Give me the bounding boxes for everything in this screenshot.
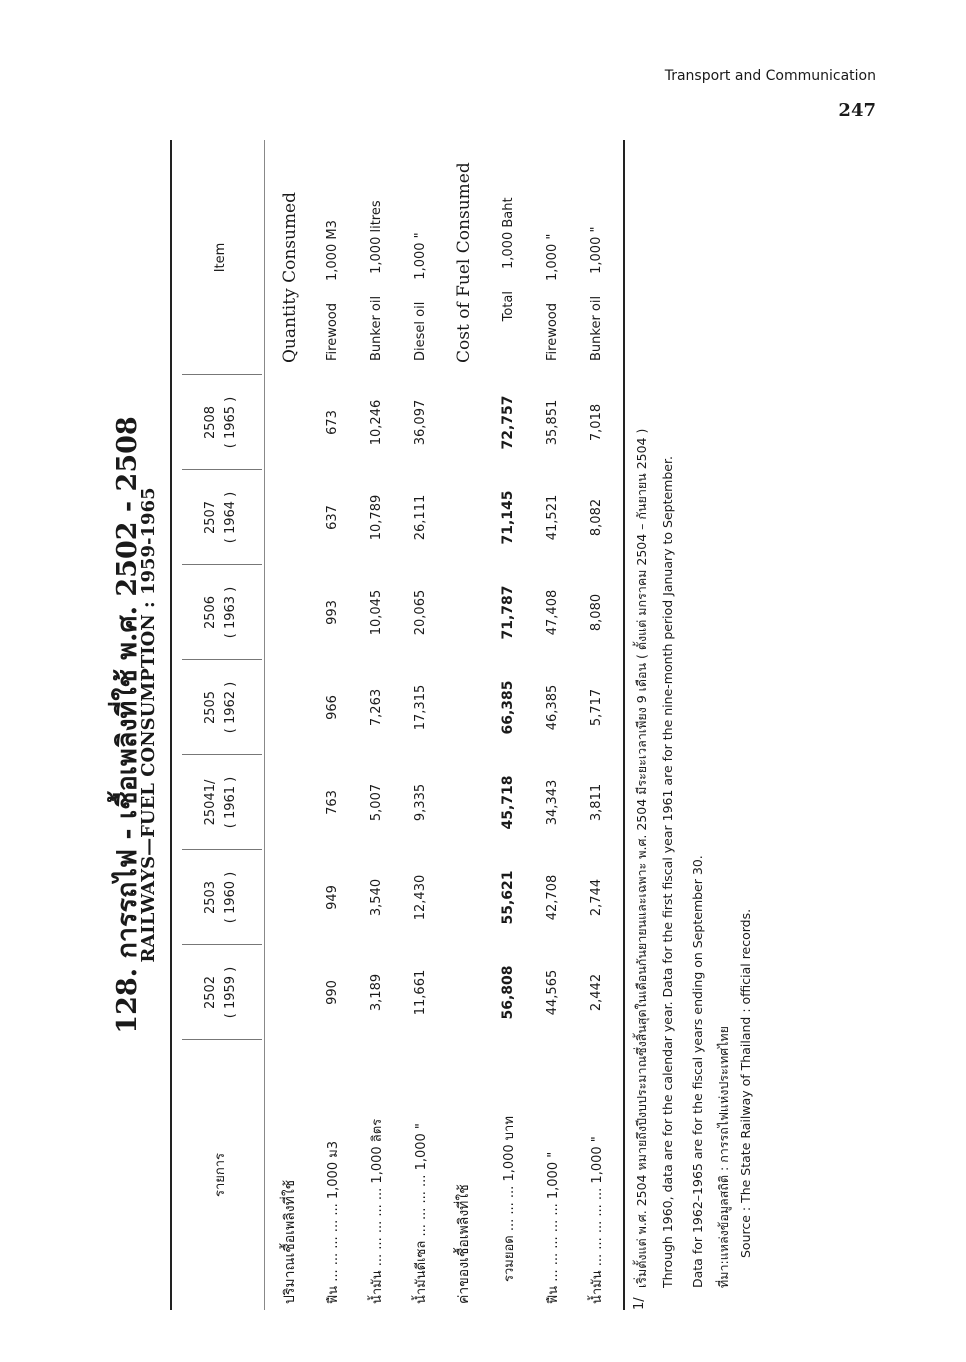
cell-value: 949: [324, 885, 340, 910]
column-header-2504: [180, 755, 262, 850]
header-rule: [264, 140, 265, 1310]
cell-value: 8,080: [588, 593, 604, 632]
cell-value: 66,385: [500, 680, 516, 735]
cell-value: 26,111: [412, 494, 428, 541]
cell-value: 3,189: [368, 973, 384, 1012]
row-label-english: [545, 140, 560, 375]
cell-value: 763: [324, 790, 340, 815]
row-unit: 1,000 litres: [368, 200, 384, 274]
cell-value: 72,757: [500, 395, 516, 450]
table-row-total: [488, 140, 528, 1310]
cell-value: 10,246: [368, 399, 384, 446]
column-year-be: 2506: [203, 595, 218, 630]
row-label-english: [413, 140, 428, 375]
cell-value: 12,430: [412, 874, 428, 921]
table-top-rule: [170, 140, 172, 1310]
cell-value: 56,808: [500, 965, 516, 1020]
section-label-english: Cost of Fuel Consumed: [454, 162, 474, 363]
page-number: 247: [838, 100, 876, 121]
cell-value: 8,082: [588, 498, 604, 537]
cell-value: 44,565: [544, 969, 560, 1016]
row-unit: 1,000 ": [544, 233, 560, 281]
row-label-thai: น้ำมัน ... ... ... ... ... 1,000 ลิตร: [369, 1118, 385, 1304]
section-label-english: Quantity Consumed: [280, 191, 300, 363]
row-label-english: [325, 140, 340, 375]
cell-value: 71,787: [500, 585, 516, 640]
source-english-text: Source : The State Railway of Thailand : official records.: [738, 908, 753, 1258]
cell-value: 3,811: [588, 783, 604, 822]
cell-value: 42,708: [544, 874, 560, 921]
row-label-thai: รวมยอด ... ... ... 1,000 บาท: [501, 1116, 517, 1282]
footnote-english-line-1: Through 1960, data are for the calendar year. Data for the first fiscal year 1961 are for the nine-month period January to September.: [660, 456, 675, 1288]
row-item: Diesel oil: [412, 301, 428, 361]
row-label-english: [369, 140, 384, 375]
row-item: Firewood: [324, 303, 340, 361]
table-bottom-rule: [623, 140, 625, 1310]
cell-value: 20,065: [412, 589, 428, 636]
column-year-ad: ( 1963 ): [223, 586, 238, 639]
table-row: [312, 140, 352, 1310]
column-year-be: 2502: [203, 975, 218, 1010]
table-row: [400, 140, 440, 1310]
footnote-thai: เริ่มตั้งแต่ พ.ศ. 2504 หมายถึงปีงบประมาณซึ่งสิ้นสุดในเดือนกันยายนและเฉพาะ พ.ศ. 2504 มีระยะเวลาเพียง 9 เดือน ( ตั้งแต่ มกราคม 2504 – กันยายน 2504 ): [634, 428, 649, 1288]
footnote-marker: 1/: [632, 1297, 647, 1310]
table-row: [576, 140, 616, 1310]
column-header-item-thai: [180, 1040, 262, 1310]
column-header-2506: [180, 565, 262, 660]
row-unit: 1,000 Baht: [500, 197, 516, 269]
column-year-be: 2507: [203, 500, 218, 535]
column-year-be: 2508: [203, 405, 218, 440]
cell-value: 11,661: [412, 969, 428, 1016]
column-header-2502: [180, 945, 262, 1040]
cell-value: 36,097: [412, 399, 428, 446]
cell-value: 17,315: [412, 684, 428, 731]
table-title-english: RAILWAYS—FUEL CONSUMPTION : 1959-1965: [138, 487, 159, 963]
section-row-cost: [444, 140, 484, 1310]
table-row: [356, 140, 396, 1310]
column-header-2508: [180, 375, 262, 470]
column-year-ad: ( 1960 ): [223, 871, 238, 924]
cell-value: 637: [324, 505, 340, 530]
row-unit: 1,000 M3: [324, 220, 340, 281]
cell-value: 3,540: [368, 878, 384, 917]
table-title-thai: 128. การรถไฟ - เชื้อเพลิงที่ใช้ พ.ศ. 2502 - 2508: [112, 416, 143, 1034]
cell-value: 55,621: [500, 870, 516, 925]
row-label-thai: น้ำมันดีเซล ... ... ... ... 1,000 ": [413, 1123, 429, 1304]
column-year-ad: ( 1965 ): [223, 396, 238, 449]
column-year-be: 25041/: [203, 779, 218, 826]
cell-value: 47,408: [544, 589, 560, 636]
column-header-2505: [180, 660, 262, 755]
row-item: Firewood: [544, 303, 560, 361]
cell-value: 71,145: [500, 490, 516, 545]
cell-value: 5,007: [368, 783, 384, 822]
row-label-thai: ฟืน ... ... ... ... ... 1,000 ม3: [325, 1140, 341, 1304]
cell-value: 673: [324, 410, 340, 435]
row-label-thai: ฟืน ... ... ... ... ... 1,000 ": [545, 1151, 561, 1304]
column-header-item-english-label: Item: [213, 242, 228, 273]
source-thai-text: ที่มา:แหล่งข้อมูลสถิติ : การรถไฟแห่งประเทศไทย: [716, 1026, 731, 1288]
cell-value: 45,718: [500, 775, 516, 830]
section-label-thai: ค่าของเชื้อเพลิงที่ใช้: [456, 1184, 472, 1304]
row-item: Bunker oil: [368, 295, 384, 361]
table-row: [532, 140, 572, 1310]
row-unit: 1,000 ": [412, 232, 428, 280]
column-year-be: 2505: [203, 690, 218, 725]
section-label-thai: ปริมาณเชื้อเพลิงที่ใช้: [282, 1179, 298, 1304]
cell-value: 990: [324, 980, 340, 1005]
column-year-ad: ( 1962 ): [223, 681, 238, 734]
cell-value: 5,717: [588, 688, 604, 727]
column-year-ad: ( 1959 ): [223, 966, 238, 1019]
row-item: Bunker oil: [588, 295, 604, 361]
cell-value: 2,442: [588, 973, 604, 1012]
cell-value: 993: [324, 600, 340, 625]
cell-value: 35,851: [544, 399, 560, 446]
cell-value: 41,521: [544, 494, 560, 541]
row-unit: 1,000 ": [588, 226, 604, 274]
running-head: Transport and Communication: [664, 68, 876, 84]
cell-value: 34,343: [544, 779, 560, 826]
cell-value: 966: [324, 695, 340, 720]
row-label-thai: น้ำมัน ... ... ... ... ... 1,000 ": [589, 1136, 605, 1304]
column-header-item-english: [180, 140, 262, 375]
cell-value: 7,263: [368, 688, 384, 727]
column-header-2507: [180, 470, 262, 565]
row-label-english: [501, 140, 516, 375]
column-header-item-thai-label: รายการ: [213, 1152, 228, 1198]
footnote-english-line-2: Data for 1962–1965 are for the fiscal years ending on September 30.: [690, 855, 705, 1288]
cell-value: 7,018: [588, 403, 604, 442]
section-row-quantity: [270, 140, 310, 1310]
column-year-ad: ( 1961 ): [223, 776, 238, 829]
cell-value: 10,789: [368, 494, 384, 541]
cell-value: 2,744: [588, 878, 604, 917]
column-header-2503: [180, 850, 262, 945]
column-year-be: 2503: [203, 880, 218, 915]
row-label-english: [589, 140, 604, 375]
cell-value: 10,045: [368, 589, 384, 636]
cell-value: 9,335: [412, 783, 428, 822]
cell-value: 46,385: [544, 684, 560, 731]
row-item: Total: [500, 291, 516, 322]
rotated-table-page: [100, 140, 780, 1310]
column-year-ad: ( 1964 ): [223, 491, 238, 544]
